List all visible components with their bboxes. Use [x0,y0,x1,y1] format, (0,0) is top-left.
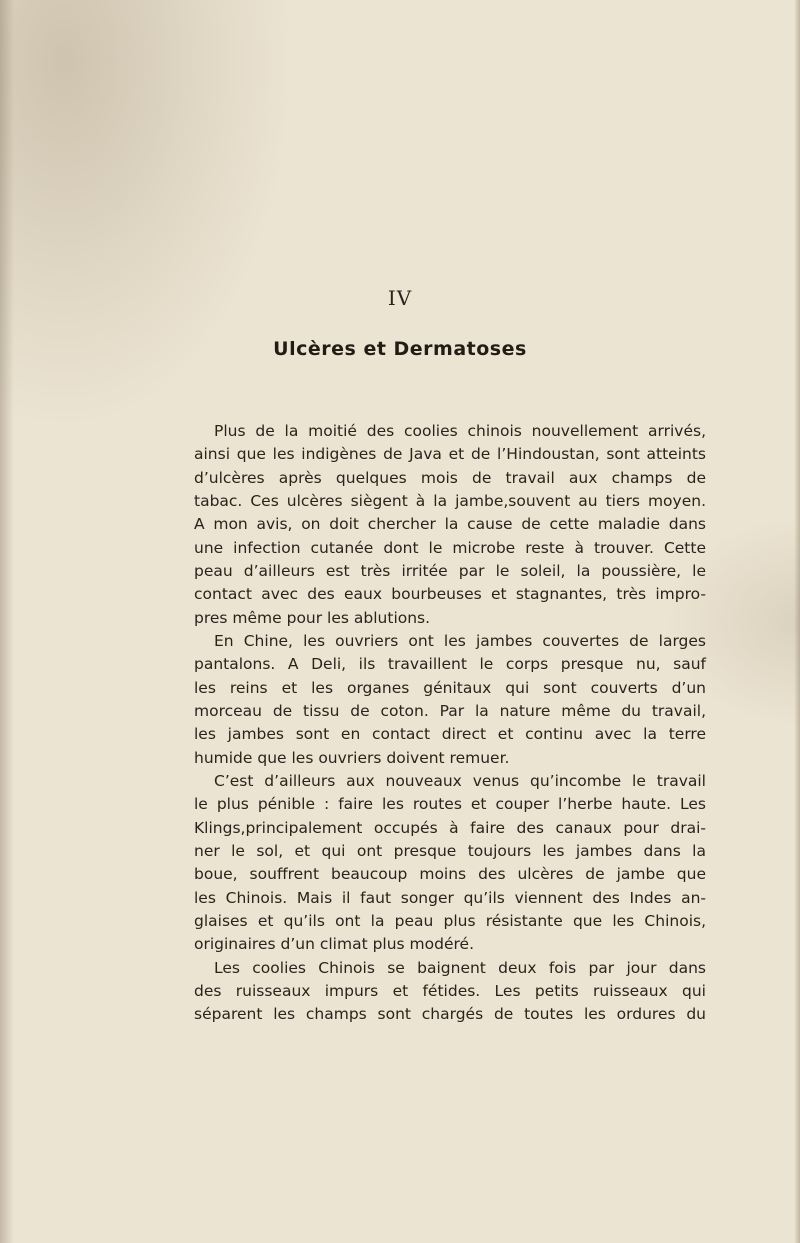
text-line: peau d’ailleurs est très irritée par le soleil, la poussière, le [194,561,706,580]
text-line: les jambes sont en contact direct et continu avec la terre [194,725,706,744]
text-line: C’est d’ailleurs aux nouveaux venus qu’incombe le travail [214,771,706,790]
body-text [194,420,706,1027]
paragraph-2 [194,630,706,770]
paragraph-4 [194,957,706,1027]
page-edge-shadow [794,0,800,1243]
chapter-title: Ulcères et Dermatoses [273,338,527,360]
chapter-number: IV [387,286,413,310]
text-line: En Chine, les ouvriers ont les jambes couvertes de larges [214,631,706,650]
text-line: Klings,principalement occupés à faire des canaux pour drai- [194,818,706,837]
text-line: les reins et les organes génitaux qui sont couverts d’un [194,678,706,697]
text-line: morceau de tissu de coton. Par la nature même du travail, [194,701,706,720]
text-line: les Chinois. Mais il faut songer qu’ils viennent des Indes an- [194,888,706,907]
paragraph-3 [194,770,706,957]
text-line: pantalons. A Deli, ils travaillent le corps presque nu, sauf [194,655,706,674]
text-line: pres même pour les ablutions. [194,608,431,627]
text-line: une infection cutanée dont le microbe reste à trouver. Cette [194,538,706,557]
text-line: originaires d’un climat plus modéré. [194,935,475,954]
paragraph-1 [194,420,706,630]
text-line: ner le sol, et qui ont presque toujours les jambes dans la [194,841,706,860]
text-line: contact avec des eaux bourbeuses et stagnantes, très impro- [194,585,706,604]
text-line: ainsi que les indigènes de Java et de l’Hindoustan, sont atteints [194,445,706,464]
text-line: le plus pénible : faire les routes et couper l’herbe haute. Les [194,795,706,814]
text-line: des ruisseaux impurs et fétides. Les petits ruisseaux qui [194,981,706,1000]
text-line: séparent les champs sont chargés de toutes les ordures du [194,1005,706,1024]
text-line: Les coolies Chinois se baignent deux fois par jour dans [214,958,706,977]
text-line: glaises et qu’ils ont la peau plus résistante que les Chinois, [194,911,706,930]
text-line: d’ulcères après quelques mois de travail aux champs de [194,468,706,487]
text-line: humide que les ouvriers doivent remuer. [194,748,510,767]
text-line: boue, souffrent beaucoup moins des ulcères de jambe que [194,865,706,884]
text-line: tabac. Ces ulcères siègent à la jambe,souvent au tiers moyen. [194,491,706,510]
text-line: Plus de la moitié des coolies chinois nouvellement arrivés, [214,422,706,440]
text-line: A mon avis, on doit chercher la cause de cette maladie dans [194,515,706,534]
